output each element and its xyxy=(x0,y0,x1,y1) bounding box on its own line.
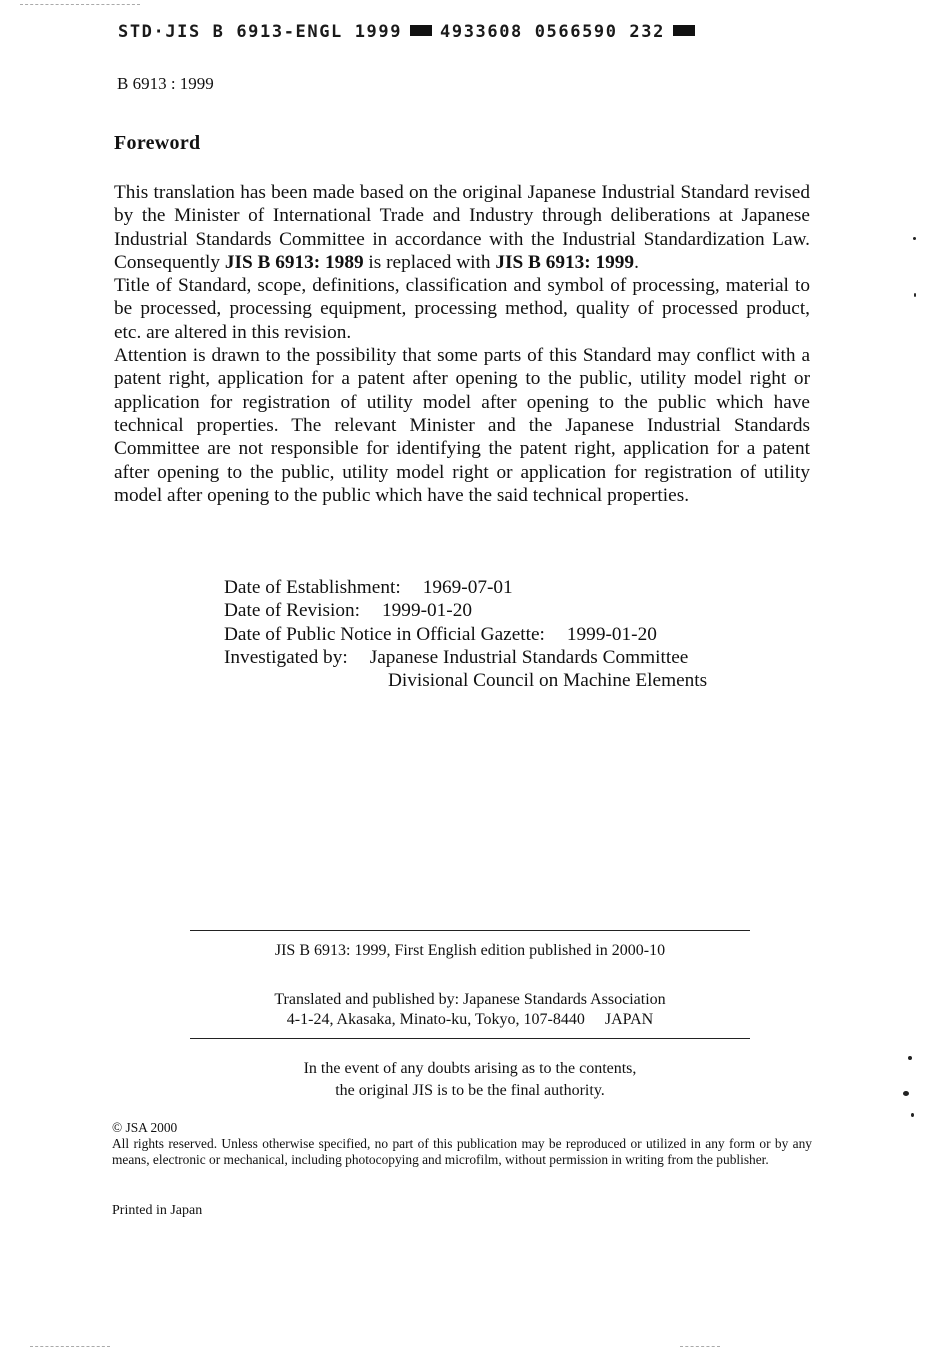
stamp-text-mid: 4933608 0566590 232 xyxy=(440,22,665,42)
establishment-label: Date of Establishment: xyxy=(224,577,401,598)
dates-block xyxy=(224,576,707,692)
scan-speck xyxy=(914,293,916,297)
revision-value: 1999-01-20 xyxy=(382,600,472,622)
divider-top xyxy=(190,930,750,931)
foreword-body xyxy=(114,181,810,507)
printed-in: Printed in Japan xyxy=(112,1203,203,1218)
copyright-line: © JSA 2000 xyxy=(112,1120,178,1135)
notice-row xyxy=(224,623,707,646)
publisher-block xyxy=(190,990,750,1030)
standard-number: B 6913 : 1999 xyxy=(117,74,214,93)
scan-artifact-bottom xyxy=(680,1346,720,1347)
publisher-address: 4-1-24, Akasaka, Minato-ku, Tokyo, 107-8440 JAPAN xyxy=(286,1011,654,1028)
authority-note-line-1: In the event of any doubts arising as to the contents, xyxy=(303,1060,637,1077)
investigated-value: Japanese Industrial Standards Committee xyxy=(369,646,689,668)
foreword-heading: Foreword xyxy=(114,132,201,154)
scan-speck xyxy=(903,1091,909,1096)
foreword-paragraph-3: Attention is drawn to the possibility that some parts of this Standard may conflict with a patent right, application for a patent after opening to the public, utility model right or application for registration of utility model after opening to the public which have technical properties. The relevant Minister and the Japanese Industrial Standards Committee are not responsible for identifying the patent right, application for a patent after opening to the public, utility model right or application for registration of utility model after opening to the public which have the said technical properties. xyxy=(114,345,810,506)
stamp-text-left: STD·JIS B 6913-ENGL 1999 xyxy=(118,22,403,42)
authority-note xyxy=(190,1058,750,1102)
publisher-line-1: Translated and published by: Japanese Standards Association xyxy=(274,991,666,1008)
rights-statement: All rights reserved. Unless otherwise specified, no part of this publication may be reproduced or utilized in any form or by any means, electronic or mechanical, including photocopying and microfilm, without permission in writing from the publisher. xyxy=(112,1136,812,1167)
stamp-bar-icon xyxy=(673,25,695,36)
new-standard-ref: JIS B 6913: 1999 xyxy=(495,251,635,273)
notice-label: Date of Public Notice in Official Gazette: xyxy=(224,623,545,645)
revision-row xyxy=(224,599,707,622)
authority-note-line-2: the original JIS is to be the final authority. xyxy=(335,1082,605,1099)
old-standard-ref: JIS B 6913: 1989 xyxy=(224,251,364,273)
divider-bottom xyxy=(190,1038,750,1039)
investigated-row-2: Divisional Council on Machine Elements xyxy=(388,670,708,692)
scan-artifact-bottom xyxy=(30,1346,110,1347)
establishment-row xyxy=(224,576,707,599)
paragraph-text: This translation has been made based on the original Japanese Industrial Standard revised by the Minister of International Trade and Industry through deliberations at Japanese Industrial Standards Committee in accordance with the Industrial Standardization Law. Consequently xyxy=(114,182,810,273)
document-stamp xyxy=(118,22,703,42)
scan-speck xyxy=(913,237,916,240)
paragraph-text: . xyxy=(634,251,639,273)
scan-artifact-top xyxy=(20,4,140,5)
foreword-paragraph-2: Title of Standard, scope, definitions, classification and symbol of processing, material to be processed, processing equipment, processing method, quality of processed product, etc. are altered in this revision. xyxy=(114,275,810,343)
paragraph-text: is replaced with xyxy=(363,251,496,273)
copyright-block xyxy=(112,1120,812,1168)
establishment-value: 1969-07-01 xyxy=(422,577,513,598)
investigated-label: Investigated by: xyxy=(224,646,348,668)
investigated-row xyxy=(224,646,707,669)
scan-speck xyxy=(911,1113,914,1117)
scan-speck xyxy=(908,1056,912,1060)
notice-value: 1999-01-20 xyxy=(566,623,657,645)
stamp-bar-icon xyxy=(410,25,432,36)
foreword-paragraph-1 xyxy=(114,181,810,274)
revision-label: Date of Revision: xyxy=(224,600,361,622)
edition-line: JIS B 6913: 1999, First English edition published in 2000-10 xyxy=(274,942,666,959)
